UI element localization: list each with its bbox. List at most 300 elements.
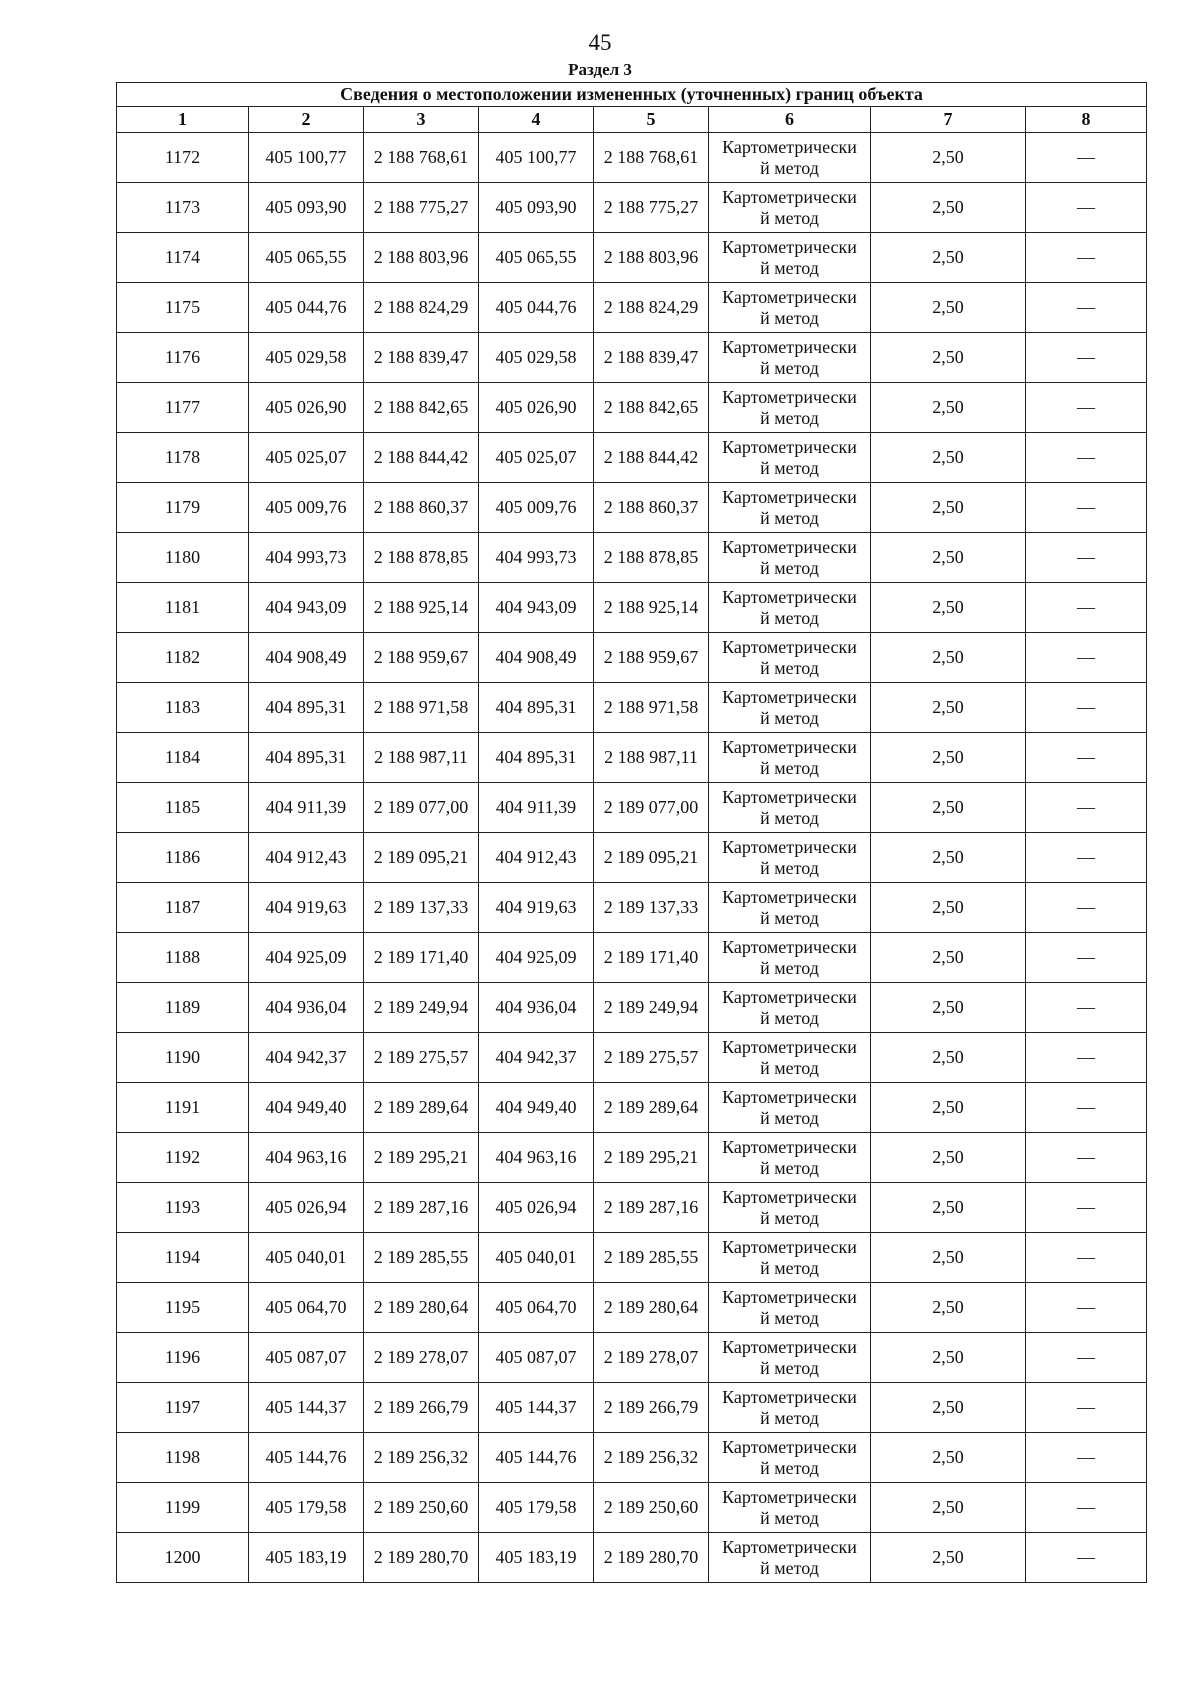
point-number-cell: 1181 [117, 583, 249, 633]
method-cell [709, 1383, 871, 1433]
note-cell: — [1026, 1183, 1147, 1233]
table-row [117, 1383, 1147, 1433]
y-refined-cell: 2 189 095,21 [594, 833, 709, 883]
point-number-cell: 1198 [117, 1433, 249, 1483]
y-refined-cell: 2 189 249,94 [594, 983, 709, 1033]
note-cell: — [1026, 533, 1147, 583]
y-refined-cell: 2 188 842,65 [594, 383, 709, 433]
method-text: Картометрически [722, 586, 857, 607]
table-row [117, 1333, 1147, 1383]
table-row [117, 783, 1147, 833]
x-existing-cell: 405 087,07 [249, 1333, 364, 1383]
x-refined-cell: 404 895,31 [479, 733, 594, 783]
note-cell: — [1026, 833, 1147, 883]
y-existing-cell: 2 189 278,07 [364, 1333, 479, 1383]
y-existing-cell: 2 189 285,55 [364, 1233, 479, 1283]
table-row [117, 533, 1147, 583]
method-cell [709, 633, 871, 683]
table-row [117, 1133, 1147, 1183]
method-text: й метод [760, 307, 819, 328]
method-text: й метод [760, 507, 819, 528]
accuracy-cell: 2,50 [871, 1233, 1026, 1283]
y-refined-cell: 2 188 860,37 [594, 483, 709, 533]
x-existing-cell: 405 040,01 [249, 1233, 364, 1283]
method-text: Картометрически [722, 1386, 857, 1407]
x-existing-cell: 404 949,40 [249, 1083, 364, 1133]
x-existing-cell: 405 026,90 [249, 383, 364, 433]
note-cell: — [1026, 1383, 1147, 1433]
table-row [117, 483, 1147, 533]
note-cell: — [1026, 633, 1147, 683]
x-existing-cell: 404 919,63 [249, 883, 364, 933]
point-number-cell: 1177 [117, 383, 249, 433]
x-refined-cell: 405 144,76 [479, 1433, 594, 1483]
table-row [117, 683, 1147, 733]
accuracy-cell: 2,50 [871, 333, 1026, 383]
y-existing-cell: 2 188 860,37 [364, 483, 479, 533]
method-text: Картометрически [722, 1286, 857, 1307]
y-existing-cell: 2 189 249,94 [364, 983, 479, 1033]
method-text: й метод [760, 1007, 819, 1028]
x-existing-cell: 404 936,04 [249, 983, 364, 1033]
note-cell: — [1026, 1483, 1147, 1533]
method-text: Картометрически [722, 136, 857, 157]
note-cell: — [1026, 783, 1147, 833]
y-existing-cell: 2 189 250,60 [364, 1483, 479, 1533]
method-text: й метод [760, 1457, 819, 1478]
method-cell [709, 1533, 871, 1583]
table-row [117, 1483, 1147, 1533]
table-row [117, 333, 1147, 383]
method-text: Картометрически [722, 736, 857, 757]
table-row [117, 433, 1147, 483]
method-cell [709, 1083, 871, 1133]
method-text: Картометрически [722, 886, 857, 907]
table-row [117, 1283, 1147, 1333]
table-row [117, 883, 1147, 933]
y-existing-cell: 2 189 077,00 [364, 783, 479, 833]
method-text: й метод [760, 557, 819, 578]
x-existing-cell: 405 025,07 [249, 433, 364, 483]
table-body [117, 133, 1147, 1583]
y-refined-cell: 2 188 775,27 [594, 183, 709, 233]
accuracy-cell: 2,50 [871, 433, 1026, 483]
y-existing-cell: 2 188 925,14 [364, 583, 479, 633]
table-row [117, 383, 1147, 433]
y-existing-cell: 2 189 280,70 [364, 1533, 479, 1583]
y-refined-cell: 2 188 768,61 [594, 133, 709, 183]
method-text: й метод [760, 1407, 819, 1428]
y-existing-cell: 2 189 287,16 [364, 1183, 479, 1233]
accuracy-cell: 2,50 [871, 583, 1026, 633]
method-text: Картометрически [722, 1536, 857, 1557]
method-text: й метод [760, 607, 819, 628]
x-refined-cell: 404 943,09 [479, 583, 594, 633]
y-refined-cell: 2 189 250,60 [594, 1483, 709, 1533]
y-existing-cell: 2 188 959,67 [364, 633, 479, 683]
method-text: Картометрически [722, 1036, 857, 1057]
x-refined-cell: 405 026,90 [479, 383, 594, 433]
method-cell [709, 883, 871, 933]
method-text: Картометрически [722, 636, 857, 657]
method-cell [709, 1133, 871, 1183]
point-number-cell: 1176 [117, 333, 249, 383]
y-refined-cell: 2 188 878,85 [594, 533, 709, 583]
y-existing-cell: 2 189 289,64 [364, 1083, 479, 1133]
x-refined-cell: 404 993,73 [479, 533, 594, 583]
table-row [117, 733, 1147, 783]
point-number-cell: 1172 [117, 133, 249, 183]
x-existing-cell: 405 144,76 [249, 1433, 364, 1483]
y-refined-cell: 2 189 256,32 [594, 1433, 709, 1483]
accuracy-cell: 2,50 [871, 683, 1026, 733]
boundary-table [116, 82, 1147, 1583]
method-cell [709, 383, 871, 433]
accuracy-cell: 2,50 [871, 383, 1026, 433]
method-text: Картометрически [722, 386, 857, 407]
table-row [117, 583, 1147, 633]
method-text: й метод [760, 257, 819, 278]
point-number-cell: 1195 [117, 1283, 249, 1333]
y-refined-cell: 2 188 959,67 [594, 633, 709, 683]
x-refined-cell: 405 025,07 [479, 433, 594, 483]
note-cell: — [1026, 583, 1147, 633]
x-refined-cell: 405 064,70 [479, 1283, 594, 1333]
column-number: 6 [709, 107, 871, 133]
y-refined-cell: 2 188 987,11 [594, 733, 709, 783]
y-refined-cell: 2 189 280,64 [594, 1283, 709, 1333]
accuracy-cell: 2,50 [871, 1283, 1026, 1333]
point-number-cell: 1173 [117, 183, 249, 233]
point-number-cell: 1178 [117, 433, 249, 483]
method-text: й метод [760, 1307, 819, 1328]
point-number-cell: 1188 [117, 933, 249, 983]
accuracy-cell: 2,50 [871, 733, 1026, 783]
x-refined-cell: 405 044,76 [479, 283, 594, 333]
x-refined-cell: 404 912,43 [479, 833, 594, 883]
method-text: й метод [760, 807, 819, 828]
method-text: Картометрически [722, 1336, 857, 1357]
method-text: й метод [760, 1557, 819, 1578]
method-cell [709, 1283, 871, 1333]
x-existing-cell: 405 144,37 [249, 1383, 364, 1433]
accuracy-cell: 2,50 [871, 233, 1026, 283]
y-existing-cell: 2 189 095,21 [364, 833, 479, 883]
x-existing-cell: 405 093,90 [249, 183, 364, 233]
method-cell [709, 1033, 871, 1083]
accuracy-cell: 2,50 [871, 983, 1026, 1033]
table-row [117, 933, 1147, 983]
accuracy-cell: 2,50 [871, 933, 1026, 983]
table-row [117, 1433, 1147, 1483]
method-text: й метод [760, 357, 819, 378]
note-cell: — [1026, 683, 1147, 733]
y-existing-cell: 2 188 842,65 [364, 383, 479, 433]
y-refined-cell: 2 189 278,07 [594, 1333, 709, 1383]
x-existing-cell: 405 029,58 [249, 333, 364, 383]
method-text: Картометрически [722, 686, 857, 707]
method-text: Картометрически [722, 786, 857, 807]
table-caption: Сведения о местоположении измененных (уточненных) границ объекта [117, 83, 1147, 107]
note-cell: — [1026, 1533, 1147, 1583]
y-existing-cell: 2 188 803,96 [364, 233, 479, 283]
x-refined-cell: 404 908,49 [479, 633, 594, 683]
method-text: Картометрически [722, 1486, 857, 1507]
note-cell: — [1026, 1433, 1147, 1483]
point-number-cell: 1197 [117, 1383, 249, 1433]
x-existing-cell: 405 065,55 [249, 233, 364, 283]
table-row [117, 183, 1147, 233]
note-cell: — [1026, 983, 1147, 1033]
y-refined-cell: 2 188 803,96 [594, 233, 709, 283]
method-text: Картометрически [722, 486, 857, 507]
method-text: й метод [760, 1107, 819, 1128]
method-cell [709, 1183, 871, 1233]
x-existing-cell: 405 100,77 [249, 133, 364, 183]
accuracy-cell: 2,50 [871, 1333, 1026, 1383]
point-number-cell: 1193 [117, 1183, 249, 1233]
y-existing-cell: 2 188 844,42 [364, 433, 479, 483]
y-refined-cell: 2 189 077,00 [594, 783, 709, 833]
column-number: 8 [1026, 107, 1147, 133]
point-number-cell: 1179 [117, 483, 249, 533]
y-existing-cell: 2 188 768,61 [364, 133, 479, 183]
method-text: Картометрически [722, 1186, 857, 1207]
method-cell [709, 233, 871, 283]
method-text: Картометрически [722, 1236, 857, 1257]
x-refined-cell: 405 087,07 [479, 1333, 594, 1383]
table-row [117, 283, 1147, 333]
note-cell: — [1026, 1283, 1147, 1333]
accuracy-cell: 2,50 [871, 1083, 1026, 1133]
y-refined-cell: 2 189 137,33 [594, 883, 709, 933]
x-refined-cell: 405 029,58 [479, 333, 594, 383]
note-cell: — [1026, 183, 1147, 233]
point-number-cell: 1180 [117, 533, 249, 583]
accuracy-cell: 2,50 [871, 883, 1026, 933]
method-cell [709, 933, 871, 983]
method-text: й метод [760, 957, 819, 978]
method-cell [709, 483, 871, 533]
note-cell: — [1026, 233, 1147, 283]
method-text: Картометрически [722, 986, 857, 1007]
accuracy-cell: 2,50 [871, 1183, 1026, 1233]
y-existing-cell: 2 189 171,40 [364, 933, 479, 983]
note-cell: — [1026, 883, 1147, 933]
point-number-cell: 1194 [117, 1233, 249, 1283]
y-refined-cell: 2 188 971,58 [594, 683, 709, 733]
accuracy-cell: 2,50 [871, 1483, 1026, 1533]
y-existing-cell: 2 189 256,32 [364, 1433, 479, 1483]
method-text: Картометрически [722, 536, 857, 557]
accuracy-cell: 2,50 [871, 133, 1026, 183]
point-number-cell: 1175 [117, 283, 249, 333]
method-cell [709, 583, 871, 633]
x-existing-cell: 404 942,37 [249, 1033, 364, 1083]
x-refined-cell: 404 942,37 [479, 1033, 594, 1083]
column-number: 7 [871, 107, 1026, 133]
point-number-cell: 1183 [117, 683, 249, 733]
point-number-cell: 1196 [117, 1333, 249, 1383]
method-text: й метод [760, 457, 819, 478]
x-refined-cell: 405 009,76 [479, 483, 594, 533]
table-row [117, 233, 1147, 283]
method-cell [709, 683, 871, 733]
x-existing-cell: 405 064,70 [249, 1283, 364, 1333]
y-refined-cell: 2 189 285,55 [594, 1233, 709, 1283]
x-existing-cell: 404 895,31 [249, 733, 364, 783]
accuracy-cell: 2,50 [871, 533, 1026, 583]
method-text: й метод [760, 407, 819, 428]
method-cell [709, 1233, 871, 1283]
method-text: й метод [760, 1057, 819, 1078]
table-row [117, 833, 1147, 883]
y-existing-cell: 2 189 266,79 [364, 1383, 479, 1433]
column-number: 2 [249, 107, 364, 133]
point-number-cell: 1191 [117, 1083, 249, 1133]
x-existing-cell: 405 009,76 [249, 483, 364, 533]
method-cell [709, 1433, 871, 1483]
x-existing-cell: 404 993,73 [249, 533, 364, 583]
method-cell [709, 733, 871, 783]
accuracy-cell: 2,50 [871, 1433, 1026, 1483]
section-title: Раздел 3 [568, 60, 632, 79]
x-existing-cell: 404 963,16 [249, 1133, 364, 1183]
note-cell: — [1026, 1033, 1147, 1083]
y-refined-cell: 2 189 275,57 [594, 1033, 709, 1083]
method-text: Картометрически [722, 836, 857, 857]
accuracy-cell: 2,50 [871, 283, 1026, 333]
y-existing-cell: 2 188 775,27 [364, 183, 479, 233]
table-row [117, 983, 1147, 1033]
accuracy-cell: 2,50 [871, 1133, 1026, 1183]
y-existing-cell: 2 188 987,11 [364, 733, 479, 783]
method-text: й метод [760, 707, 819, 728]
method-text: й метод [760, 1257, 819, 1278]
method-cell [709, 833, 871, 883]
x-existing-cell: 405 044,76 [249, 283, 364, 333]
accuracy-cell: 2,50 [871, 1033, 1026, 1083]
note-cell: — [1026, 433, 1147, 483]
x-refined-cell: 404 963,16 [479, 1133, 594, 1183]
method-cell [709, 1333, 871, 1383]
x-refined-cell: 404 925,09 [479, 933, 594, 983]
x-existing-cell: 404 912,43 [249, 833, 364, 883]
note-cell: — [1026, 283, 1147, 333]
x-refined-cell: 404 949,40 [479, 1083, 594, 1133]
y-existing-cell: 2 189 280,64 [364, 1283, 479, 1333]
method-text: й метод [760, 757, 819, 778]
column-number-row [117, 107, 1147, 133]
accuracy-cell: 2,50 [871, 633, 1026, 683]
x-existing-cell: 404 925,09 [249, 933, 364, 983]
point-number-cell: 1190 [117, 1033, 249, 1083]
accuracy-cell: 2,50 [871, 483, 1026, 533]
x-existing-cell: 404 943,09 [249, 583, 364, 633]
y-refined-cell: 2 189 171,40 [594, 933, 709, 983]
x-refined-cell: 405 144,37 [479, 1383, 594, 1433]
table-row [117, 1233, 1147, 1283]
method-text: Картометрически [722, 336, 857, 357]
y-existing-cell: 2 189 275,57 [364, 1033, 479, 1083]
note-cell: — [1026, 1333, 1147, 1383]
method-text: й метод [760, 157, 819, 178]
method-cell [709, 133, 871, 183]
point-number-cell: 1174 [117, 233, 249, 283]
point-number-cell: 1199 [117, 1483, 249, 1533]
accuracy-cell: 2,50 [871, 833, 1026, 883]
method-cell [709, 283, 871, 333]
method-cell [709, 333, 871, 383]
note-cell: — [1026, 1083, 1147, 1133]
method-cell [709, 533, 871, 583]
y-refined-cell: 2 189 266,79 [594, 1383, 709, 1433]
method-text: Картометрически [722, 1436, 857, 1457]
point-number-cell: 1185 [117, 783, 249, 833]
point-number-cell: 1184 [117, 733, 249, 783]
x-refined-cell: 405 093,90 [479, 183, 594, 233]
method-text: й метод [760, 857, 819, 878]
method-text: Картометрически [722, 936, 857, 957]
point-number-cell: 1189 [117, 983, 249, 1033]
accuracy-cell: 2,50 [871, 783, 1026, 833]
y-refined-cell: 2 188 824,29 [594, 283, 709, 333]
method-cell [709, 783, 871, 833]
table-row [117, 633, 1147, 683]
method-text: Картометрически [722, 1136, 857, 1157]
point-number-cell: 1187 [117, 883, 249, 933]
x-refined-cell: 405 100,77 [479, 133, 594, 183]
y-refined-cell: 2 189 287,16 [594, 1183, 709, 1233]
x-refined-cell: 405 040,01 [479, 1233, 594, 1283]
x-refined-cell: 404 919,63 [479, 883, 594, 933]
method-text: й метод [760, 1507, 819, 1528]
method-cell [709, 183, 871, 233]
note-cell: — [1026, 383, 1147, 433]
y-refined-cell: 2 188 839,47 [594, 333, 709, 383]
y-refined-cell: 2 189 295,21 [594, 1133, 709, 1183]
note-cell: — [1026, 733, 1147, 783]
note-cell: — [1026, 1133, 1147, 1183]
column-number: 3 [364, 107, 479, 133]
method-cell [709, 433, 871, 483]
method-text: й метод [760, 1357, 819, 1378]
y-existing-cell: 2 188 878,85 [364, 533, 479, 583]
point-number-cell: 1200 [117, 1533, 249, 1583]
column-number: 5 [594, 107, 709, 133]
x-refined-cell: 404 936,04 [479, 983, 594, 1033]
x-existing-cell: 404 895,31 [249, 683, 364, 733]
note-cell: — [1026, 133, 1147, 183]
x-existing-cell: 404 908,49 [249, 633, 364, 683]
method-text: й метод [760, 657, 819, 678]
y-existing-cell: 2 189 137,33 [364, 883, 479, 933]
x-existing-cell: 405 179,58 [249, 1483, 364, 1533]
accuracy-cell: 2,50 [871, 1383, 1026, 1433]
x-refined-cell: 405 183,19 [479, 1533, 594, 1583]
method-text: Картометрически [722, 186, 857, 207]
note-cell: — [1026, 1233, 1147, 1283]
y-existing-cell: 2 188 824,29 [364, 283, 479, 333]
note-cell: — [1026, 333, 1147, 383]
column-number: 1 [117, 107, 249, 133]
table-row [117, 1083, 1147, 1133]
method-text: Картометрически [722, 236, 857, 257]
point-number-cell: 1192 [117, 1133, 249, 1183]
point-number-cell: 1186 [117, 833, 249, 883]
method-text: й метод [760, 1157, 819, 1178]
page-number: 45 [588, 30, 612, 55]
